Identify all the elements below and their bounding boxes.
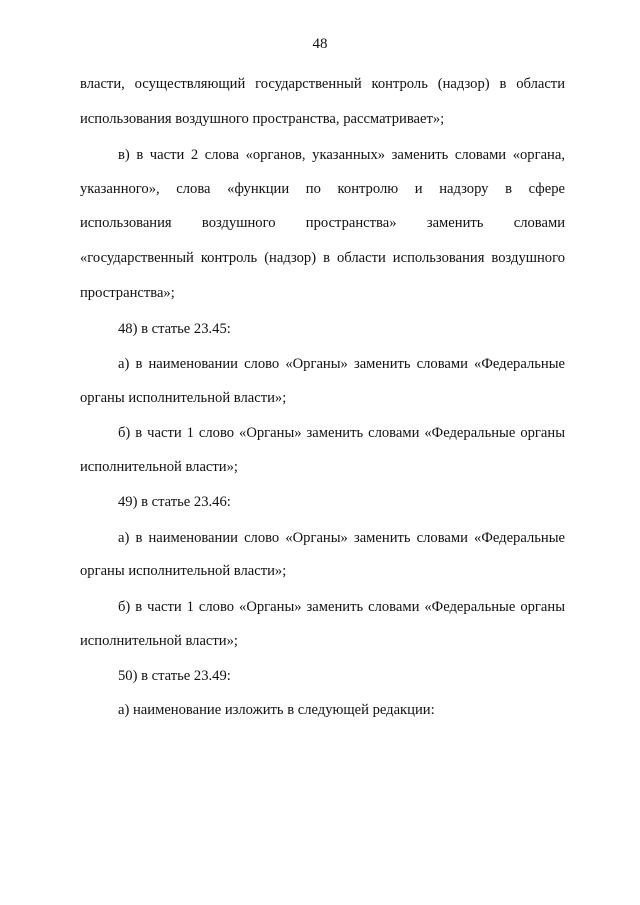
page-number: 48 <box>312 36 328 52</box>
text-line: 50) в статье 23.49: <box>118 668 231 684</box>
text-line: использования воздушного пространства» заменить словами <box>80 215 565 231</box>
text-line: 49) в статье 23.46: <box>118 494 231 510</box>
text-line: а) в наименовании слово «Органы» заменить словами «Федеральные <box>118 530 565 546</box>
text-line: пространства»; <box>80 285 175 301</box>
text-line: в) в части 2 слова «органов, указанных» заменить словами «органа, <box>118 147 565 163</box>
text-line: органы исполнительной власти»; <box>80 390 287 406</box>
text-line: власти, осуществляющий государственный контроль (надзор) в области <box>80 76 565 92</box>
text-line: указанного», слова «функции по контролю и надзору в сфере <box>80 181 565 197</box>
text-line: а) в наименовании слово «Органы» заменить словами «Федеральные <box>118 356 565 372</box>
text-line: исполнительной власти»; <box>80 459 238 475</box>
text-line: б) в части 1 слово «Органы» заменить словами «Федеральные органы <box>118 599 565 615</box>
text-line: исполнительной власти»; <box>80 633 238 649</box>
text-line: использования воздушного пространства, рассматривает»; <box>80 111 445 127</box>
text-line: а) наименование изложить в следующей редакции: <box>118 702 435 718</box>
text-line: «государственный контроль (надзор) в области использования воздушного <box>80 250 565 266</box>
text-line: 48) в статье 23.45: <box>118 321 231 337</box>
text-line: органы исполнительной власти»; <box>80 563 287 579</box>
text-line: б) в части 1 слово «Органы» заменить словами «Федеральные органы <box>118 425 565 441</box>
